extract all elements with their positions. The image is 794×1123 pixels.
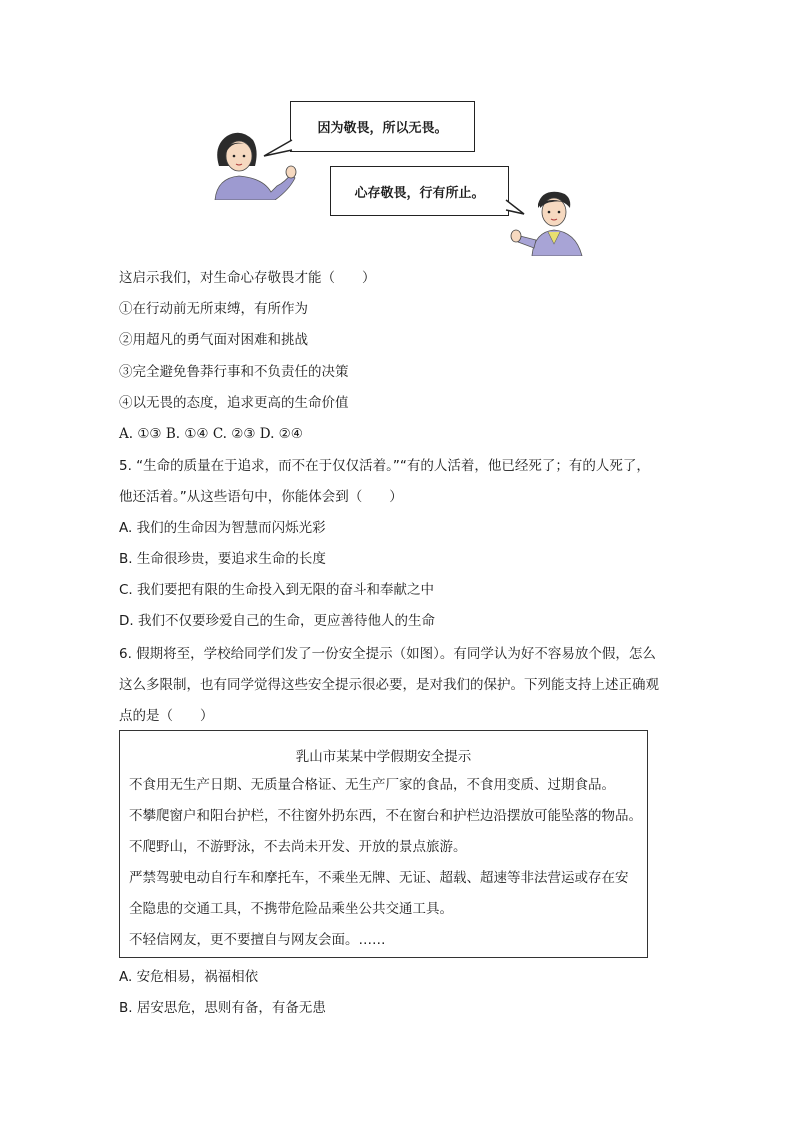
girl-speech-text: 因为敬畏，所以无畏。 <box>317 121 448 136</box>
notice-title: 乳山市某某中学假期安全提示 <box>295 749 472 765</box>
q6-option-a: A. 安危相易，祸福相依 <box>119 969 259 985</box>
q5-option-a: A. 我们的生命因为智慧而闪烁光彩 <box>119 520 326 536</box>
q5-stem-line1: 5. “生命的质量在于追求，而不在于仅仅活着。”“有的人活着，他已经死了；有的人死了， <box>119 458 650 474</box>
q6-stem-line3: 点的是（ ） <box>119 708 214 724</box>
q6-stem-line2: 这么多限制，也有同学觉得这些安全提示很必要，是对我们的保护。下列能支持上述正确观 <box>119 677 659 693</box>
q6-option-b: B. 居安思危，思则有备，有备无患 <box>119 1000 326 1016</box>
q5-stem-line2: 他还活着。”从这些语句中，你能体会到（ ） <box>119 489 403 505</box>
q5-option-c: C. 我们要把有限的生命投入到无限的奋斗和奉献之中 <box>119 582 435 598</box>
q4-stem: 这启示我们，对生命心存敬畏才能（ ） <box>119 270 376 286</box>
q5-option-b: B. 生命很珍贵，要追求生命的长度 <box>119 551 326 567</box>
q4-item-1: ①在行动前无所束缚，有所作为 <box>119 301 308 317</box>
q4-item-3: ③完全避免鲁莽行事和不负责任的决策 <box>119 364 349 380</box>
q6-stem-line1: 6. 假期将至，学校给同学们发了一份安全提示（如图）。有同学认为好不容易放个假，怎么 <box>119 646 656 662</box>
q4-options: A. ①③ B. ①④ C. ②③ D. ②④ <box>119 426 303 442</box>
boy-speech-bubble <box>330 166 509 216</box>
boy-speech-text: 心存敬畏，行有所止。 <box>354 185 485 201</box>
notice-line-1: 不食用无生产日期、无质量合格证、无生产厂家的食品，不食用变质、过期食品。 <box>129 777 615 793</box>
q4-item-4: ④以无畏的态度，追求更高的生命价值 <box>119 395 349 411</box>
safety-notice-box <box>119 730 648 958</box>
girl-speech-bubble <box>290 101 475 152</box>
q4-item-2: ②用超凡的勇气面对困难和挑战 <box>119 332 308 348</box>
notice-line-2: 不攀爬窗户和阳台护栏，不往窗外扔东西，不在窗台和护栏边沿摆放可能坠落的物品。 <box>129 808 642 824</box>
notice-line-5: 全隐患的交通工具，不携带危险品乘坐公共交通工具。 <box>129 901 453 917</box>
notice-line-3: 不爬野山，不游野泳，不去尚未开发、开放的景点旅游。 <box>129 839 467 855</box>
girl-bubble-tail <box>262 138 294 160</box>
notice-line-6: 不轻信网友，更不要擅自与网友会面。…… <box>129 932 386 948</box>
notice-line-4: 严禁驾驶电动自行车和摩托车，不乘坐无牌、无证、超载、超速等非法营运或存在安 <box>129 870 629 886</box>
boy-illustration <box>508 188 592 256</box>
q5-option-d: D. 我们不仅要珍爱自己的生命，更应善待他人的生命 <box>119 613 435 629</box>
